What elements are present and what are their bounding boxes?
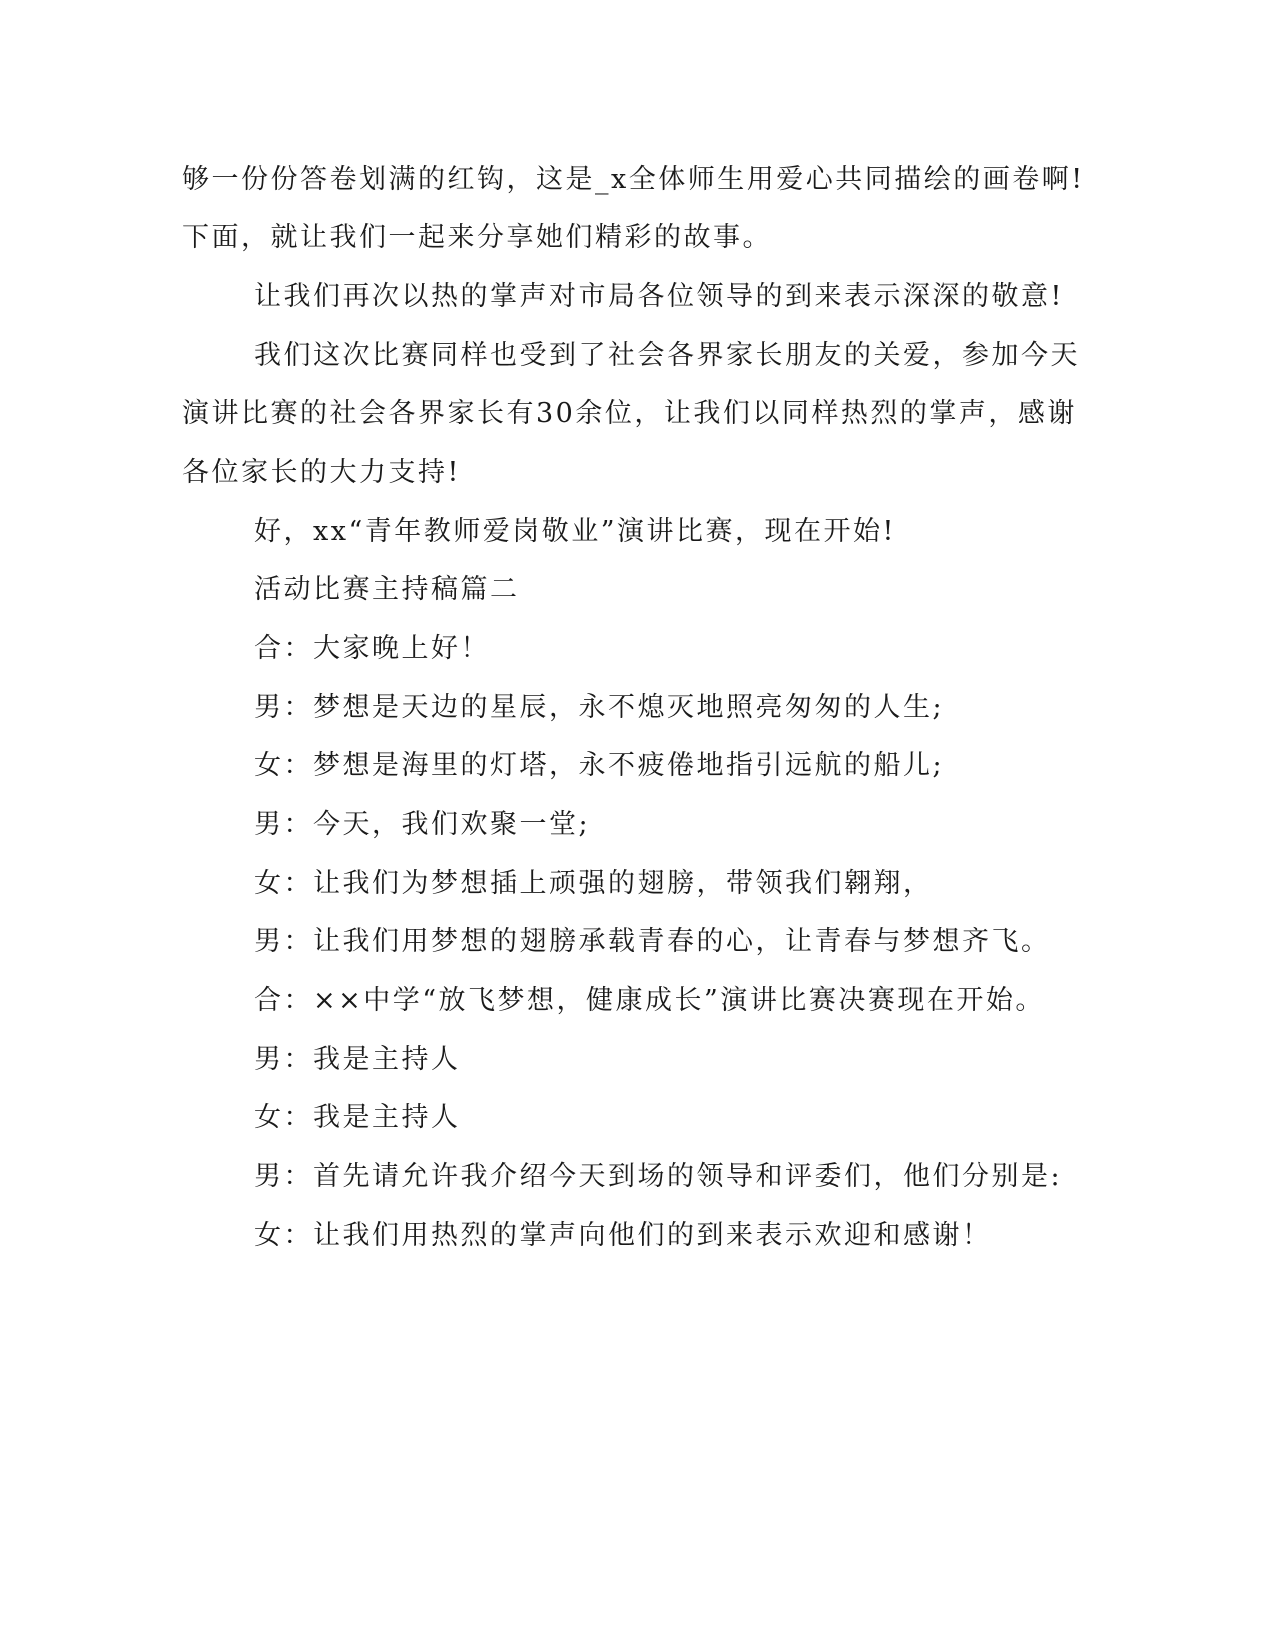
dialogue-line: 男：首先请允许我介绍今天到场的领导和评委们，他们分别是: <box>254 1161 1063 1192</box>
dialogue-line: 女：我是主持人 <box>254 1102 461 1133</box>
section-heading: 活动比赛主持稿篇二 <box>254 574 520 605</box>
dialogue-line: 女：梦想是海里的灯塔，永不疲倦地指引远航的船儿; <box>254 750 945 781</box>
dialogue-line: 男：今天，我们欢聚一堂; <box>254 809 591 840</box>
body-text-line: 够一份份答卷划满的红钩，这是_x全体师生用爱心共同描绘的画卷啊! <box>182 164 1085 195</box>
body-text-line: 演讲比赛的社会各界家长有30余位，让我们以同样热烈的掌声，感谢 <box>182 398 1077 429</box>
dialogue-line: 合：大家晚上好！ <box>254 633 490 664</box>
dialogue-line: 合：××中学“放飞梦想，健康成长”演讲比赛决赛现在开始。 <box>254 985 1045 1016</box>
dialogue-line: 女：让我们用热烈的掌声向他们的到来表示欢迎和感谢！ <box>254 1220 992 1251</box>
body-text-line: 各位家长的大力支持! <box>182 457 461 488</box>
body-text-line: 让我们再次以热的掌声对市局各位领导的到来表示深深的敬意! <box>254 281 1064 312</box>
body-text-line: 好，xx“青年教师爱岗敬业”演讲比赛，现在开始! <box>254 516 896 547</box>
dialogue-line: 女：让我们为梦想插上顽强的翅膀，带领我们翱翔， <box>254 868 933 899</box>
dialogue-line: 男：让我们用梦想的翅膀承载青春的心，让青春与梦想齐飞。 <box>254 926 1051 957</box>
body-text-line: 我们这次比赛同样也受到了社会各界家长朋友的关爱，参加今天 <box>254 340 1080 371</box>
dialogue-line: 男：我是主持人 <box>254 1044 461 1075</box>
dialogue-line: 男：梦想是天边的星辰，永不熄灭地照亮匆匆的人生; <box>254 692 945 723</box>
body-text-line: 下面，就让我们一起来分享她们精彩的故事。 <box>182 222 772 253</box>
